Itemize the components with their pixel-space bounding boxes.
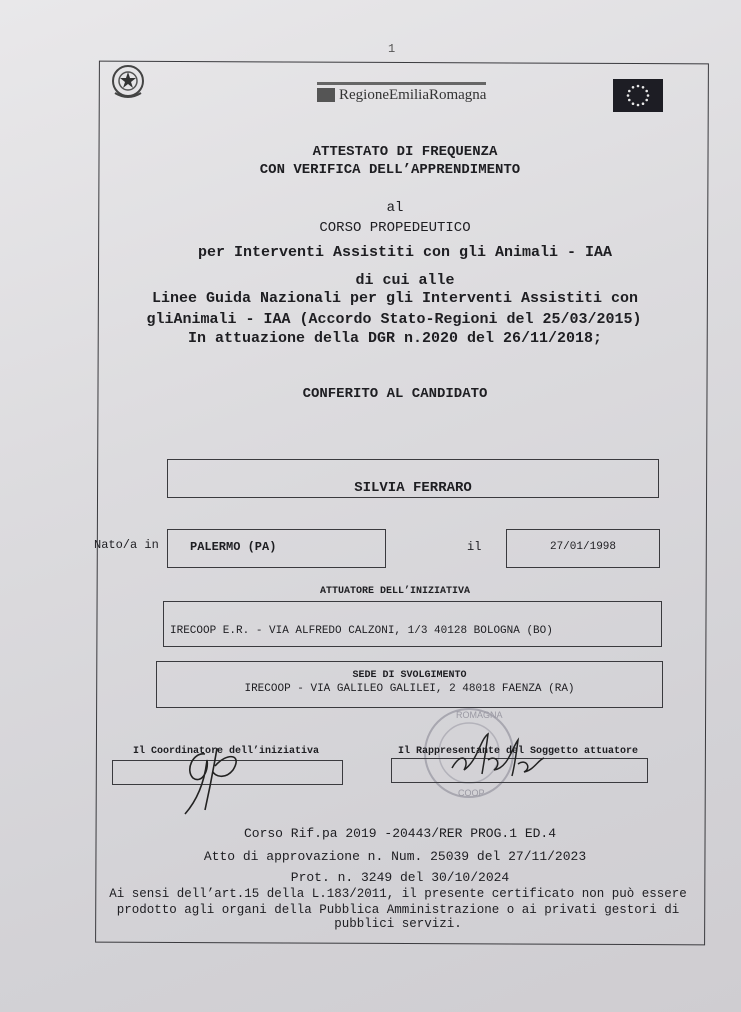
venue-box: [156, 661, 663, 708]
representative-signature-icon: [448, 730, 548, 780]
stamp-text: ROMAGNA: [456, 710, 503, 720]
title-line-2: CON VERIFICA DELL’APPRENDIMENTO: [259, 162, 521, 178]
coordinator-signature-icon: [175, 742, 250, 820]
birth-date-label: il: [467, 540, 482, 554]
implementer-label: ATTUATORE DELL’INIZIATIVA: [319, 586, 471, 597]
candidate-name-box: [167, 459, 659, 498]
approval-act: Atto di approvazione n. Num. 25039 del 27/11/2023: [203, 849, 587, 864]
title-line-5: per Interventi Assistiti con gli Animali - IAA: [197, 244, 613, 261]
birth-place: PALERMO (PA): [190, 540, 277, 554]
venue-label: SEDE DI SVOLGIMENTO: [352, 670, 467, 681]
italian-republic-emblem-icon: [109, 61, 147, 103]
eu-flag-icon: [613, 79, 663, 112]
birth-date: 27/01/1998: [549, 541, 616, 553]
coordinator-label: Il Coordinatore dell’iniziativa: [133, 746, 320, 757]
birth-date-box: [506, 529, 660, 568]
region-logo: [317, 82, 486, 105]
birth-place-box: [167, 529, 386, 568]
stamp-text-bottom: COOP: [458, 788, 485, 798]
implementer-box: [163, 601, 662, 647]
page-number: 1: [388, 42, 396, 56]
notice-line-2: prodotto agli organi della Pubblica Amministrazione o ai privati gestori di: [116, 903, 680, 917]
course-reference: Corso Rif.pa 2019 -20443/RER PROG.1 ED.4: [243, 826, 557, 841]
region-mark-icon: [317, 88, 335, 102]
protocol-number: Prot. n. 3249 del 30/10/2024: [290, 870, 510, 885]
representative-label: Il Rappresentante del Soggetto attuatore: [398, 746, 639, 757]
conferred-label: CONFERITO AL CANDIDATO: [302, 386, 488, 402]
title-line-8: gliAnimali - IAA (Accordo Stato-Regioni del 25/03/2015): [146, 311, 642, 328]
title-line-4: CORSO PROPEDEUTICO: [319, 220, 471, 236]
venue-value: IRECOOP - VIA GALILEO GALILEI, 2 48018 FAENZA (RA): [244, 683, 575, 695]
region-logo-text: RegioneEmiliaRomagna: [339, 86, 487, 103]
title-line-7: Linee Guida Nazionali per gli Interventi Assistiti con: [151, 290, 639, 307]
candidate-name: SILVIA FERRARO: [354, 480, 472, 496]
birth-place-label: Nato/a in: [94, 538, 159, 552]
implementer-value: IRECOOP E.R. - VIA ALFREDO CALZONI, 1/3 40128 BOLOGNA (BO): [170, 625, 553, 637]
title-line-3: al: [386, 200, 404, 216]
notice-line-3: pubblici servizi.: [334, 917, 462, 931]
title-line-6: di cui alle: [355, 272, 455, 289]
title-line-9: In attuazione della DGR n.2020 del 26/11/2018;: [187, 330, 603, 347]
title-line-1: ATTESTATO DI FREQUENZA: [312, 144, 498, 160]
notice-line-1: Ai sensi dell’art.15 della L.183/2011, il presente certificato non può essere: [109, 887, 687, 901]
